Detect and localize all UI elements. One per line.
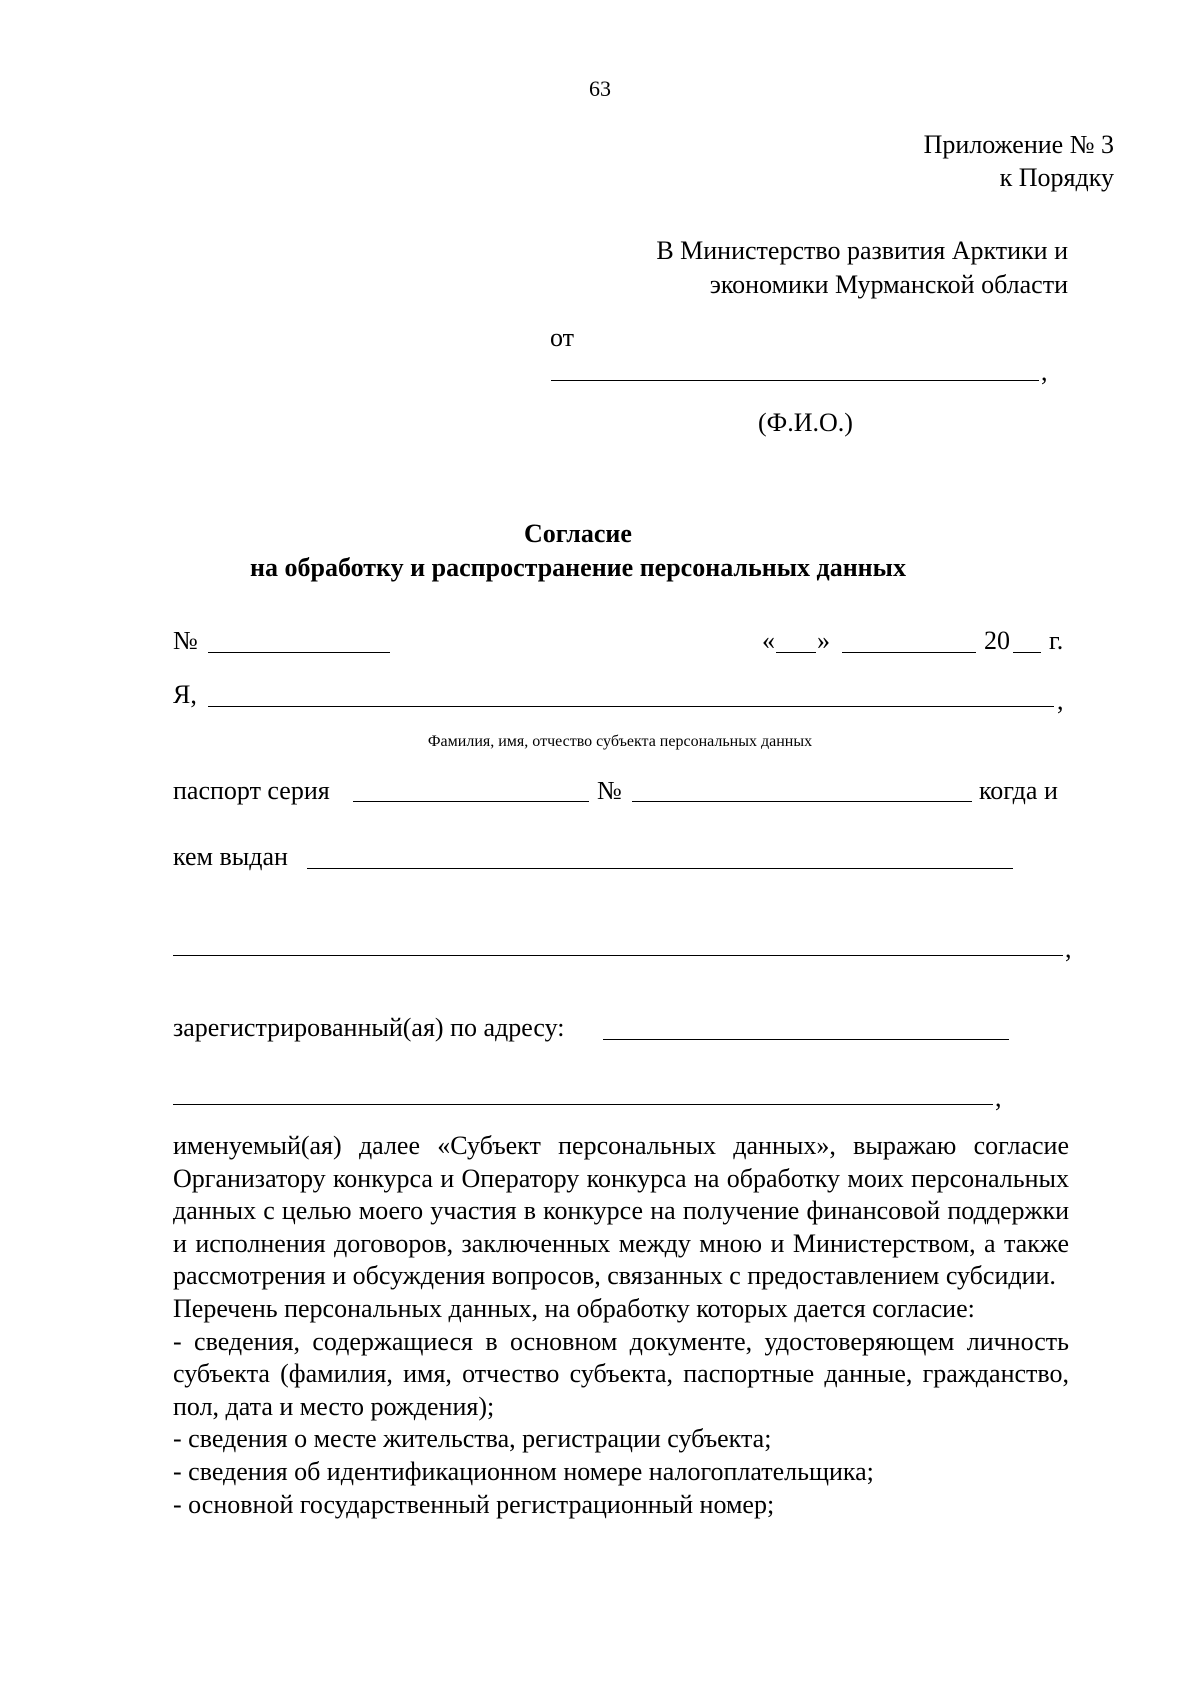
fio-hint: Фамилия, имя, отчество субъекта персональных данных bbox=[427, 733, 813, 750]
data-list-item: - сведения об идентификационном номере налогоплательщика; bbox=[173, 1456, 874, 1486]
appendix-line-2: к Порядку bbox=[999, 163, 1114, 192]
from-name-field[interactable] bbox=[551, 380, 1039, 381]
addressee-line-1: В Министерство развития Арктики и bbox=[656, 236, 1068, 265]
issued-comma: , bbox=[1065, 934, 1072, 963]
registered-label: зарегистрированный(ая) по адресу: bbox=[173, 1013, 565, 1042]
consent-number-field[interactable] bbox=[208, 652, 390, 653]
appendix-line-1: Приложение № 3 bbox=[923, 130, 1114, 159]
data-list-item: - сведения, содержащиеся в основном документе, удостоверяющем личность субъекта (фамилия, имя, отчество субъекта, паспортные данные, гражданство, пол, дата и место рождения); bbox=[173, 1326, 1069, 1421]
passport-series-label: паспорт серия bbox=[173, 776, 330, 805]
issued-by-field-continued[interactable] bbox=[173, 955, 1063, 956]
from-label: от bbox=[550, 323, 575, 352]
address-comma: , bbox=[995, 1083, 1002, 1112]
data-list-item: - основной государственный регистрационный номер; bbox=[173, 1489, 775, 1519]
date-open-quote: « bbox=[762, 626, 775, 655]
issued-by-field[interactable] bbox=[307, 868, 1013, 869]
address-field-continued[interactable] bbox=[173, 1104, 993, 1105]
consent-paragraph: именуемый(ая) далее «Субъект персональных данных», выражаю согласие Организатору конкурса и Оператору конкурса на обработку моих персональных данных с целью моего участия в конкурсе на получение финансовой поддержки и исполнения договоров, заключенных между мною и Министерством, а также рассмотрения и обсуждения вопросов, связанных с предоставлением субсидии. bbox=[173, 1131, 1069, 1291]
consent-body bbox=[173, 1130, 1069, 1521]
fio-caption: (Ф.И.О.) bbox=[758, 408, 853, 437]
address-field[interactable] bbox=[603, 1039, 1009, 1040]
data-list-item: - сведения о месте жительства, регистрации субъекта; bbox=[173, 1424, 772, 1454]
data-list-intro: Перечень персональных данных, на обработку которых дается согласие: bbox=[173, 1293, 975, 1323]
i-label: Я, bbox=[173, 680, 197, 709]
document-title: Согласие bbox=[524, 519, 632, 548]
i-comma: , bbox=[1057, 686, 1064, 715]
date-close-quote: » bbox=[817, 626, 830, 655]
passport-number-label: № bbox=[597, 776, 622, 805]
addressee-line-2: экономики Мурманской области bbox=[709, 270, 1068, 299]
year-suffix: г. bbox=[1049, 626, 1064, 655]
page-number: 63 bbox=[589, 76, 611, 101]
passport-series-field[interactable] bbox=[353, 801, 589, 802]
year-prefix: 20 bbox=[984, 626, 1010, 655]
date-year-field[interactable] bbox=[1013, 652, 1041, 653]
when-label: когда и bbox=[979, 776, 1058, 805]
document-subtitle: на обработку и распространение персональных данных bbox=[250, 553, 906, 582]
issued-by-label: кем выдан bbox=[173, 842, 288, 871]
passport-number-field[interactable] bbox=[632, 801, 972, 802]
date-day-field[interactable] bbox=[776, 652, 816, 653]
from-comma: , bbox=[1041, 357, 1048, 386]
subject-name-field[interactable] bbox=[208, 706, 1054, 707]
number-label: № bbox=[173, 626, 198, 655]
date-month-field[interactable] bbox=[842, 652, 976, 653]
